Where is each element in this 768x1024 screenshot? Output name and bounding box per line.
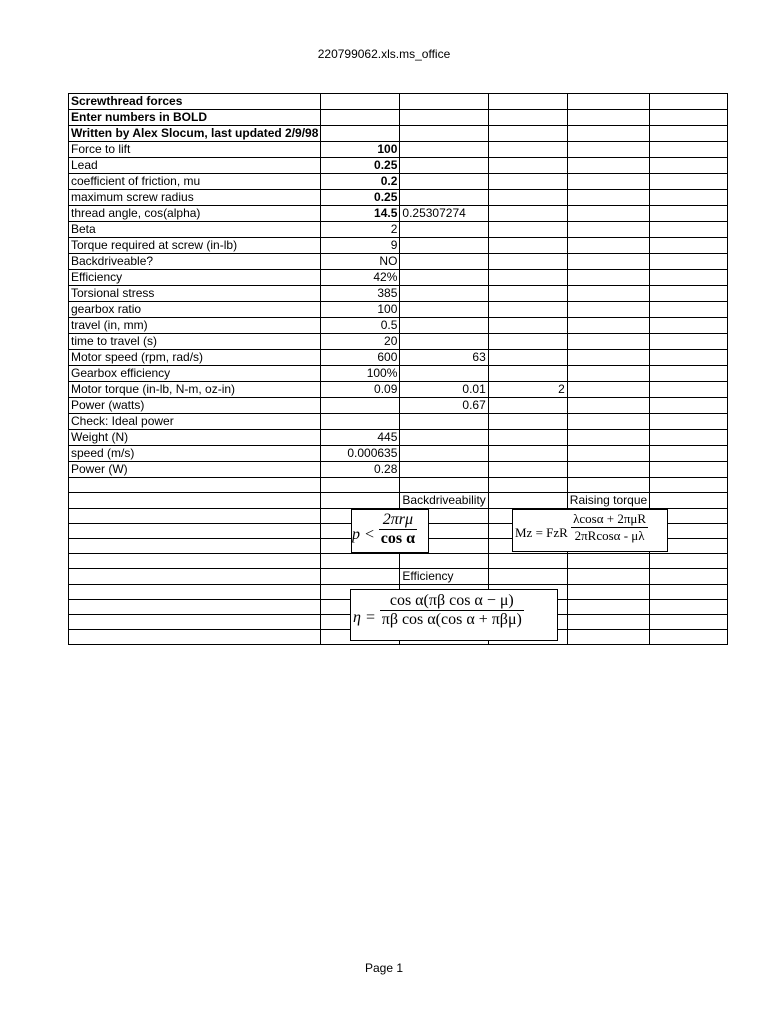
cell [488,158,567,174]
table-row [69,554,728,569]
cell [567,302,649,318]
row-value: 445 [321,430,400,446]
table-row [69,382,728,398]
cell [321,126,400,142]
cell [400,254,488,270]
document-title: 220799062.xls.ms_office [317,47,451,61]
cell [400,126,488,142]
cell [488,430,567,446]
header-text: Enter numbers in BOLD [69,110,321,126]
cell [567,238,649,254]
header-row [69,110,728,126]
cell [650,478,728,493]
cell [400,286,488,302]
cell [400,478,488,493]
cell [488,414,567,430]
cell [488,110,567,126]
row-value: 600 [321,350,400,366]
cell [650,382,728,398]
row-value: 100% [321,366,400,382]
row-label: Motor torque (in-lb, N-m, oz-in) [69,382,321,398]
row-label: gearbox ratio [69,302,321,318]
table-row [69,569,728,585]
row-label: Motor speed (rpm, rad/s) [69,350,321,366]
row-label: Lead [69,158,321,174]
cell [400,190,488,206]
cell [650,270,728,286]
cell [488,334,567,350]
row-value: 0.28 [321,462,400,478]
spreadsheet-table [68,93,728,645]
cell [488,174,567,190]
row-label: time to travel (s) [69,334,321,350]
row-label: Weight (N) [69,430,321,446]
backdrive-formula-lhs: p < [352,526,375,543]
cell [650,414,728,430]
header-row [69,94,728,110]
cell [400,110,488,126]
raising-torque-formula-denominator: 2πRcosα - μλ [574,528,645,543]
cell [567,615,649,630]
cell [650,254,728,270]
cell [567,366,649,382]
cell [400,222,488,238]
cell [567,318,649,334]
efficiency-formula-lhs: η = [353,608,376,626]
cell [69,554,321,569]
row-label: Torque required at screw (in-lb) [69,238,321,254]
cell [488,493,567,509]
cell [650,318,728,334]
cell [650,430,728,446]
row-value: 0.5 [321,318,400,334]
row-value: 0.2 [321,174,400,190]
row-value-2: 0.67 [400,398,488,414]
row-value [321,398,400,414]
cell [650,366,728,382]
cell [488,206,567,222]
table-row [69,270,728,286]
cell [400,446,488,462]
cell [650,190,728,206]
row-label: thread angle, cos(alpha) [69,206,321,222]
cell [567,270,649,286]
raising-torque-formula-lhs: Mz = FzR [515,525,568,540]
cell [650,126,728,142]
cell [400,94,488,110]
backdriveability-label: Backdriveability [400,493,488,509]
cell [567,414,649,430]
row-value: NO [321,254,400,270]
cell [567,554,649,569]
cell [488,478,567,493]
cell [488,446,567,462]
row-label: Efficiency [69,270,321,286]
cell [488,222,567,238]
cell [650,238,728,254]
table-row [69,286,728,302]
row-value: 100 [321,142,400,158]
cell [650,554,728,569]
row-label: travel (in, mm) [69,318,321,334]
cell [567,462,649,478]
cell [567,110,649,126]
row-label: maximum screw radius [69,190,321,206]
row-value-2: 63 [400,350,488,366]
cell [488,554,567,569]
cell [321,554,400,569]
cell [488,254,567,270]
row-label: Beta [69,222,321,238]
cell [321,110,400,126]
table-row [69,238,728,254]
cell [488,190,567,206]
row-value: 20 [321,334,400,350]
cell [400,366,488,382]
row-label: Torsional stress [69,286,321,302]
cell [488,238,567,254]
cell [567,158,649,174]
row-extra: 0.25307274 [400,206,488,222]
cell [567,174,649,190]
cell [400,302,488,318]
cell [567,94,649,110]
cell [400,318,488,334]
header-text: Written by Alex Slocum, last updated 2/9/98 [69,126,321,142]
table-row [69,398,728,414]
cell [321,94,400,110]
table-row [69,190,728,206]
cell [400,430,488,446]
cell [567,126,649,142]
cell [650,569,728,585]
table-row [69,158,728,174]
cell [488,270,567,286]
header-text: Screwthread forces [69,94,321,110]
cell [488,569,567,585]
cell [69,524,321,539]
cell [650,174,728,190]
backdrive-formula-denominator: cos α [380,530,416,547]
table-row [69,206,728,222]
row-value: 9 [321,238,400,254]
cell [567,600,649,615]
row-label: Power (W) [69,462,321,478]
row-value: 0.25 [321,190,400,206]
row-value: 385 [321,286,400,302]
cell [321,478,400,493]
cell [321,493,400,509]
cell [488,462,567,478]
cell [69,569,321,585]
cell [650,302,728,318]
row-label: coefficient of friction, mu [69,174,321,190]
cell [488,94,567,110]
row-value [321,414,400,430]
cell [650,222,728,238]
cell [650,600,728,615]
backdrive-formula [351,509,429,553]
cell [567,382,649,398]
row-value: 14.5 [321,206,400,222]
cell [650,158,728,174]
cell [567,334,649,350]
cell [69,478,321,493]
table-row [69,334,728,350]
efficiency-formula-numerator: cos α(πβ cos α − μ) [380,592,524,611]
cell [650,350,728,366]
efficiency-formula [350,589,558,641]
cell [650,615,728,630]
header-row [69,126,728,142]
cell [650,334,728,350]
table-row [69,446,728,462]
cell [400,270,488,286]
cell [69,630,321,645]
cell [567,430,649,446]
table-row [69,318,728,334]
table-row [69,142,728,158]
cell [650,462,728,478]
cell [400,174,488,190]
cell [567,630,649,645]
raising-torque-formula-numerator: λcosα + 2πμR [573,511,647,526]
cell [488,350,567,366]
table-row [69,174,728,190]
table-row [69,222,728,238]
table-row [69,254,728,270]
row-value-2: 0.01 [400,382,488,398]
cell [567,478,649,493]
table-row [69,430,728,446]
cell [69,585,321,600]
cell [650,286,728,302]
table-row [69,462,728,478]
cell [69,539,321,554]
cell [400,414,488,430]
cell [488,366,567,382]
row-value: 100 [321,302,400,318]
cell [567,142,649,158]
row-value: 0.09 [321,382,400,398]
cell [488,398,567,414]
cell [567,222,649,238]
cell [567,206,649,222]
cell [488,142,567,158]
raising-torque-formula [512,509,668,552]
cell [567,585,649,600]
cell [567,446,649,462]
row-label: speed (m/s) [69,446,321,462]
cell [650,630,728,645]
cell [69,509,321,524]
cell [69,615,321,630]
row-label: Backdriveable? [69,254,321,270]
table-row [69,414,728,430]
cell [650,398,728,414]
cell [650,585,728,600]
cell [567,569,649,585]
table-row [69,493,728,509]
cell [400,462,488,478]
row-label: Force to lift [69,142,321,158]
cell [567,350,649,366]
row-label: Gearbox efficiency [69,366,321,382]
cell [400,158,488,174]
row-value: 0.000635 [321,446,400,462]
cell [650,446,728,462]
raising-torque-label: Raising torque [567,493,649,509]
cell [650,206,728,222]
row-value: 42% [321,270,400,286]
cell [488,318,567,334]
row-value: 2 [321,222,400,238]
table-row [69,350,728,366]
cell [400,554,488,569]
cell [488,302,567,318]
table-row [69,366,728,382]
cell [400,142,488,158]
cell [69,600,321,615]
cell [650,142,728,158]
table-row [69,478,728,493]
backdrive-formula-numerator: 2πrμ [379,511,417,530]
row-label: Power (watts) [69,398,321,414]
cell [488,126,567,142]
cell [488,286,567,302]
cell [650,493,728,509]
cell [400,238,488,254]
row-value: 0.25 [321,158,400,174]
cell [650,110,728,126]
table-row [69,302,728,318]
cell [567,398,649,414]
cell [650,94,728,110]
row-value-3: 2 [488,382,567,398]
cell [567,190,649,206]
cell [69,493,321,509]
efficiency-label: Efficiency [400,569,488,585]
cell [567,254,649,270]
cell [567,286,649,302]
cell [400,334,488,350]
cell [321,569,400,585]
row-label: Check: Ideal power [69,414,321,430]
efficiency-formula-denominator: πβ cos α(cos α + πβμ) [381,611,522,628]
page-footer: Page 1 [364,961,404,975]
